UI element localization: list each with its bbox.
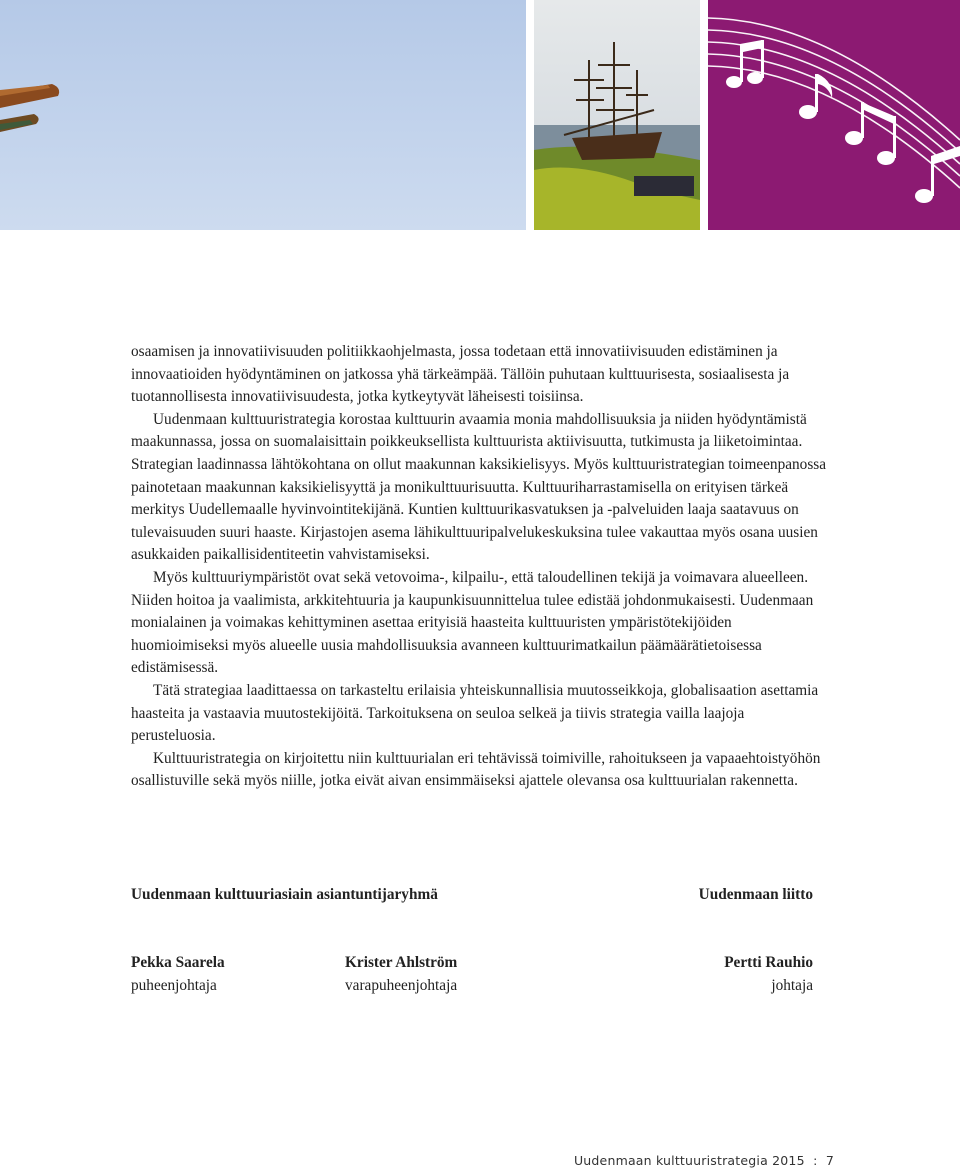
- signer-2: [345, 952, 457, 997]
- signer-3: [724, 952, 813, 997]
- signer-2-name: Krister Ahlström: [345, 954, 458, 971]
- tall-ship-photo: [534, 0, 700, 230]
- paragraph-2: Uudenmaan kulttuuristrategia korostaa kulttuurin avaamia monia mahdollisuuksia ja niiden hyödyntämistä maakunnassa, jossa on suomalaisittain poikkeuksellista kulttuurista aktiivisuutta, tutkimusta ja liiketoimintaa. Strategian laadinnassa lähtökohtana on ollut maakunnan kaksikielisyys. Myös kulttuuristrategian toimeenpanossa painotetaan maakunnan kaksikielisyyttä ja monikulttuurisuutta. Kulttuuriharrastamisella on erityisen tärkeä merkitys Uudellemaalle hyvinvointitekijänä. Kuntien kulttuurikasvatuksen ja -palveluiden laaja saatavuus on tulevaisuuden suuri haaste. Kirjastojen asema lähikulttuuripalvelukeskuksina tulee vakauttaa myös osana uusien asukkaiden paikallisidentiteetin vahvistamiseksi.: [131, 410, 827, 564]
- paragraph-3: Myös kulttuuriympäristöt ovat sekä vetovoima-, kilpailu-, että taloudellinen tekijä ja voimavara alueelleen. Niiden hoitoa ja vaalimista, arkkitehtuuria ja kaupunkisuunnittelua tulee edistää johdonmukaisesti. Uudenmaan monialainen ja voimakas kehittyminen asettaa erityisiä haasteita kulttuuristen ympäristötekijöiden huomioimiseksi myös alueelle uusia mahdollisuuksia avanneen kulttuurimatkailun päämäärätietoisessa edistämisessä.: [131, 568, 814, 677]
- music-notes-icon: [708, 0, 960, 230]
- signer-3-name: Pertti Rauhio: [724, 954, 813, 971]
- music-notes-graphic: [708, 0, 960, 230]
- signer-2-title: varapuheenjohtaja: [345, 976, 458, 994]
- page-footer: Uudenmaan kulttuuristrategia 2015 : 7: [573, 1153, 834, 1168]
- signer-1-title: puheenjohtaja: [131, 976, 217, 994]
- bird-photo: [0, 0, 526, 230]
- tall-ship-icon: [534, 0, 700, 230]
- bird-photo-icon: [0, 0, 526, 230]
- signer-3-title: johtaja: [771, 976, 813, 994]
- signer-1: [131, 952, 225, 997]
- org-right: Uudenmaan liitto: [698, 886, 813, 903]
- body-text: [131, 341, 831, 793]
- paragraph-5: Kulttuuristrategia on kirjoitettu niin kulttuurialan eri tehtävissä toimiville, rahoitukseen ja vapaaehtoistyöhön osallistuville sekä myös niille, jotka eivät aivan ensimmäiseksi ajattele olevansa osa kulttuurialan rakennetta.: [131, 749, 821, 790]
- paragraph-1: osaamisen ja innovatiivisuuden politiikkaohjelmasta, jossa todetaan että innovatiivisuuden edistäminen ja innovaatioiden hyödyntäminen on jatkossa yhä tärkeämpää. Tällöin puhutaan kulttuurisesta, sosiaalisesta ja tuotannollisesta innovatiivisuudesta, jotka kytkeytyvät läheisesti toisiinsa.: [131, 343, 790, 406]
- paragraph-4: Tätä strategiaa laadittaessa on tarkasteltu erilaisia yhteiskunnallisia muutosseikkoja, globalisaation asettamia haasteita ja vastaavia muutostekijöitä. Tarkoituksena on seuloa selkeä ja tiivis strategia vailla laajoja perusteluosia.: [131, 681, 819, 745]
- org-left: Uudenmaan kulttuuriasiain asiantuntijaryhmä: [131, 886, 438, 903]
- signer-1-name: Pekka Saarela: [131, 954, 225, 971]
